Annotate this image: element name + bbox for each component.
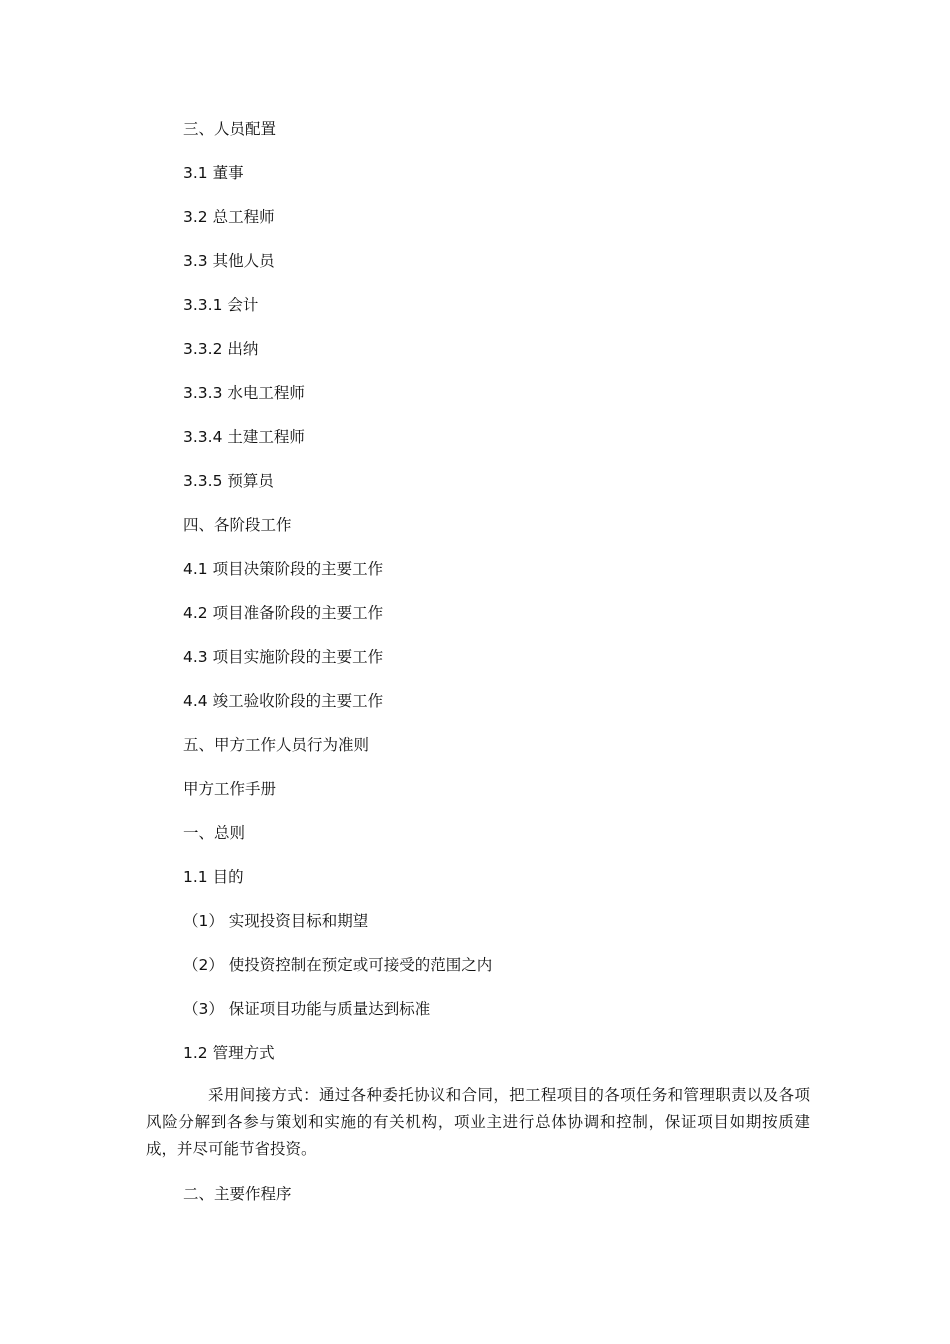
- item-3-3-4: 3.3.4 土建工程师: [183, 428, 305, 446]
- item-3-3: 3.3 其他人员: [183, 252, 275, 270]
- item-3-3-2: 3.3.2 出纳: [183, 340, 259, 358]
- item-4-4: 4.4 竣工验收阶段的主要工作: [183, 692, 384, 710]
- item-1-1: 1.1 目的: [183, 868, 244, 886]
- section-heading-staffing: 三、人员配置: [183, 120, 277, 138]
- section-heading-conduct: 五、甲方工作人员行为准则: [183, 736, 370, 754]
- item-3-3-5: 3.3.5 预算员: [183, 472, 274, 490]
- item-3-2: 3.2 总工程师: [183, 208, 275, 226]
- section-heading-stages: 四、各阶段工作: [183, 516, 292, 534]
- item-3-1: 3.1 董事: [183, 164, 244, 182]
- item-4-2: 4.2 项目准备阶段的主要工作: [183, 604, 384, 622]
- objective-1: （1） 实现投资目标和期望: [183, 912, 369, 930]
- item-3-3-3: 3.3.3 水电工程师: [183, 384, 305, 402]
- objective-3: （3） 保证项目功能与质量达到标准: [183, 1000, 431, 1018]
- manual-title: 甲方工作手册: [183, 780, 277, 798]
- item-3-3-1: 3.3.1 会计: [183, 296, 259, 314]
- section-heading-general: 一、总则: [183, 824, 246, 842]
- section-heading-procedures: 二、主要作程序: [183, 1185, 292, 1203]
- item-4-3: 4.3 项目实施阶段的主要工作: [183, 648, 384, 666]
- item-1-2: 1.2 管理方式: [183, 1044, 275, 1062]
- management-method-paragraph: 采用间接方式：通过各种委托协议和合同，把工程项目的各项任务和管理职责以及各项风险分解到各参与策划和实施的有关机构，项业主进行总体协调和控制，保证项目如期按质建成，并尽可能节省投资。: [146, 1086, 810, 1158]
- objective-2: （2） 使投资控制在预定或可接受的范围之内: [183, 956, 493, 974]
- item-4-1: 4.1 项目决策阶段的主要工作: [183, 560, 384, 578]
